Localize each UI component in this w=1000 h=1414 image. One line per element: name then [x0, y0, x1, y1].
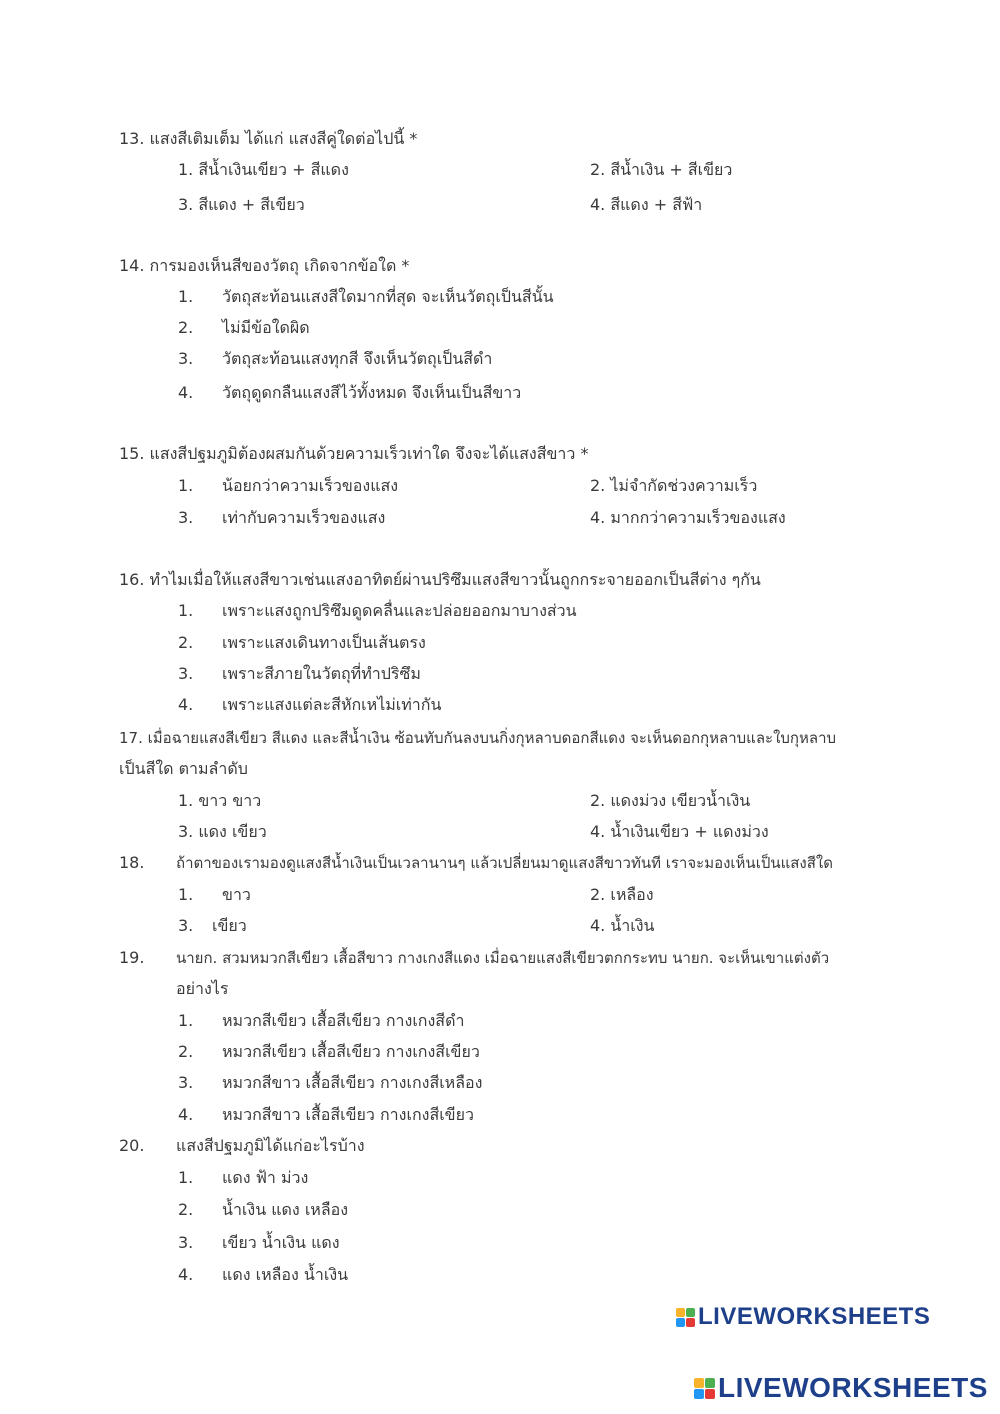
q17-option-1[interactable]: 1. ขาว ขาว: [178, 791, 262, 810]
q13-option-4[interactable]: 4. สีแดง + สีฟ้า: [590, 195, 703, 214]
q19-option-3[interactable]: หมวกสีขาว เสื้อสีเขียว กางเกงสีเหลือง: [222, 1073, 483, 1092]
q16-option-2[interactable]: เพราะแสงเดินทางเป็นเส้นตรง: [222, 633, 426, 652]
q13-option-2[interactable]: 2. สีน้ำเงิน + สีเขียว: [590, 160, 733, 179]
q16-option-3[interactable]: เพราะสีภายในวัตถุที่ทำปริซึม: [222, 664, 421, 683]
q16-number-4: 4.: [178, 695, 194, 714]
question-18-number: 18.: [119, 853, 145, 872]
question-16: 16. ทำไมเมื่อให้แสงสีขาวเช่นแสงอาทิตย์ผ่านปริซึมแสงสีขาวนั้นถูกกระจายออกเป็นสีต่าง ๆกัน: [119, 570, 761, 589]
q19-number-3: 3.: [178, 1073, 194, 1092]
q20-option-3[interactable]: เขียว น้ำเงิน แดง: [222, 1233, 340, 1252]
q18-number-3: 3.: [178, 916, 194, 935]
question-20-number: 20.: [119, 1136, 145, 1155]
question-19-number: 19.: [119, 948, 145, 967]
q20-number-2: 2.: [178, 1200, 194, 1219]
question-20: แสงสีปฐมภูมิได้แก่อะไรบ้าง: [176, 1136, 365, 1155]
q20-number-4: 4.: [178, 1265, 194, 1284]
q15-option-3[interactable]: เท่ากับความเร็วของแสง: [222, 508, 386, 527]
question-17-cont: เป็นสีใด ตามลำดับ: [119, 759, 248, 778]
q19-number-2: 2.: [178, 1042, 194, 1061]
q19-option-2[interactable]: หมวกสีเขียว เสื้อสีเขียว กางเกงสีเขียว: [222, 1042, 480, 1061]
q16-option-4[interactable]: เพราะแสงแต่ละสีหักเหไม่เท่ากัน: [222, 695, 442, 714]
q18-option-1[interactable]: ขาว: [222, 885, 251, 904]
q14-number-2: 2.: [178, 318, 194, 337]
q20-option-1[interactable]: แดง ฟ้า ม่วง: [222, 1168, 309, 1187]
question-14: 14. การมองเห็นสีของวัตถุ เกิดจากข้อใด *: [119, 256, 410, 275]
question-19: นายก. สวมหมวกสีเขียว เสื้อสีขาว กางเกงสีแดง เมื่อฉายแสงสีเขียวตกกระทบ นายก. จะเห็นเขาแต่งตัว: [176, 949, 830, 967]
q20-option-2[interactable]: น้ำเงิน แดง เหลือง: [222, 1200, 349, 1219]
liveworksheets-footer-logo[interactable]: [694, 1372, 988, 1404]
liveworksheets-logo: [676, 1303, 930, 1331]
q14-number-1: 1.: [178, 287, 194, 306]
q18-option-4[interactable]: 4. น้ำเงิน: [590, 916, 655, 935]
q19-number-1: 1.: [178, 1011, 194, 1030]
q14-option-3[interactable]: วัตถุสะท้อนแสงทุกสี จึงเห็นวัตถุเป็นสีดำ: [222, 349, 493, 368]
q20-option-4[interactable]: แดง เหลือง น้ำเงิน: [222, 1265, 349, 1284]
q18-number-1: 1.: [178, 885, 194, 904]
liveworksheets-brand-text: LIVEWORKSHEETS: [698, 1303, 931, 1330]
question-17: 17. เมื่อฉายแสงสีเขียว สีแดง และสีน้ำเงิน ซ้อนทับกันลงบนกิ่งกุหลาบดอกสีแดง จะเห็นดอกกุหลาบและใบกุหลาบ: [119, 729, 837, 747]
q16-number-3: 3.: [178, 664, 194, 683]
q15-option-4[interactable]: 4. มากกว่าความเร็วของแสง: [590, 508, 786, 527]
question-19-cont: อย่างไร: [176, 979, 229, 998]
q15-option-1[interactable]: น้อยกว่าความเร็วของแสง: [222, 476, 399, 495]
liveworksheets-footer-text: LIVEWORKSHEETS: [718, 1372, 988, 1403]
q17-option-4[interactable]: 4. น้ำเงินเขียว + แดงม่วง: [590, 822, 769, 841]
question-15: 15. แสงสีปฐมภูมิต้องผสมกันด้วยความเร็วเท่าใด จึงจะได้แสงสีขาว *: [119, 444, 589, 463]
q16-number-2: 2.: [178, 633, 194, 652]
q13-option-1[interactable]: 1. สีน้ำเงินเขียว + สีแดง: [178, 160, 349, 179]
q20-number-3: 3.: [178, 1233, 194, 1252]
q14-option-4[interactable]: วัตถุดูดกลืนแสงสีไว้ทั้งหมด จึงเห็นเป็นสีขาว: [222, 383, 522, 402]
q19-number-4: 4.: [178, 1105, 194, 1124]
liveworksheets-footer-logo-icon: [694, 1378, 715, 1399]
question-13: 13. แสงสีเติมเต็ม ได้แก่ แสงสีคู่ใดต่อไปนี้ *: [119, 129, 418, 148]
q15-number-3: 3.: [178, 508, 194, 527]
q18-option-3[interactable]: เขียว: [212, 916, 247, 935]
q14-option-1[interactable]: วัตถุสะท้อนแสงสีใดมากที่สุด จะเห็นวัตถุเป็นสีนั้น: [222, 287, 554, 306]
q14-number-3: 3.: [178, 349, 194, 368]
q15-number-1: 1.: [178, 476, 194, 495]
q20-number-1: 1.: [178, 1168, 194, 1187]
q16-number-1: 1.: [178, 601, 194, 620]
liveworksheets-logo-icon: [676, 1308, 695, 1327]
q19-option-1[interactable]: หมวกสีเขียว เสื้อสีเขียว กางเกงสีดำ: [222, 1011, 465, 1030]
q14-number-4: 4.: [178, 383, 194, 402]
q13-option-3[interactable]: 3. สีแดง + สีเขียว: [178, 195, 305, 214]
q16-option-1[interactable]: เพราะแสงถูกปริซึมดูดคลื่นและปล่อยออกมาบางส่วน: [222, 601, 577, 620]
q18-option-2[interactable]: 2. เหลือง: [590, 885, 654, 904]
q17-option-2[interactable]: 2. แดงม่วง เขียวน้ำเงิน: [590, 791, 751, 810]
q19-option-4[interactable]: หมวกสีขาว เสื้อสีเขียว กางเกงสีเขียว: [222, 1105, 474, 1124]
q17-option-3[interactable]: 3. แดง เขียว: [178, 822, 267, 841]
q15-option-2[interactable]: 2. ไม่จำกัดช่วงความเร็ว: [590, 476, 758, 495]
question-18: ถ้าตาของเรามองดูแสงสีน้ำเงินเป็นเวลานานๆ แล้วเปลี่ยนมาดูแสงสีขาวทันที เราจะมองเห็นเป็นแสงสีใด: [176, 854, 833, 872]
q14-option-2[interactable]: ไม่มีข้อใดผิด: [222, 318, 310, 337]
